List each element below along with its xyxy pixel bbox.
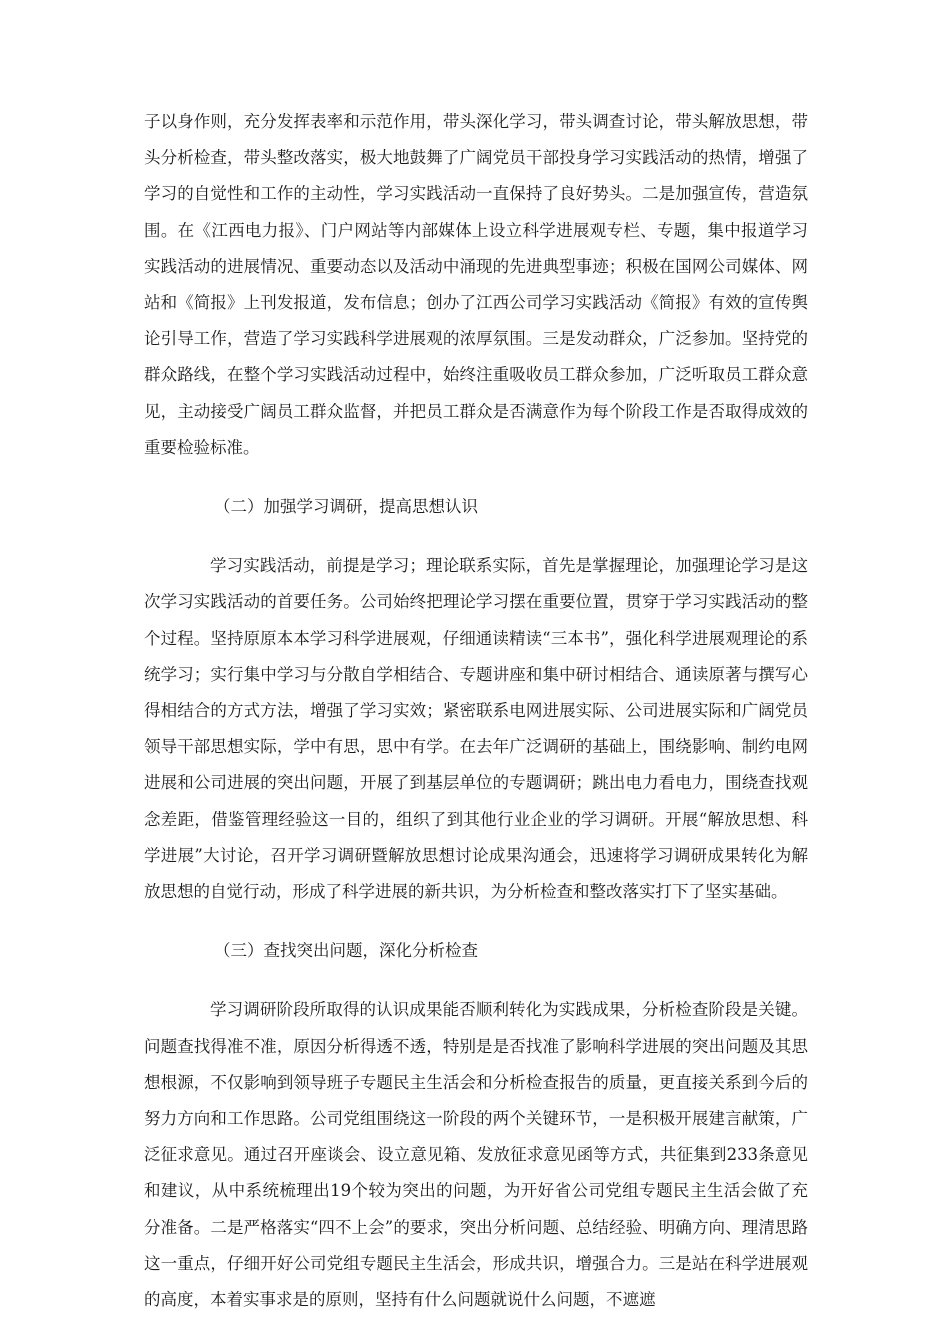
section-heading-2: （二）加强学习调研，提高思想认识 bbox=[214, 497, 478, 517]
paragraph-continuation: 子以身作则，充分发挥表率和示范作用，带头深化学习，带头调查讨论，带头解放思想，带头分析检查，带头整改落实，极大地鼓舞了广阔党员干部投身学习实践活动的热情，增强了学习的自觉性和工作的主动性，学习实践活动一直保持了良好势头。二是加强宣传，营造氛围。在《江西电力报》、门户网站等内部媒体上设立科学进展观专栏、专题，集中报道学习实践活动的进展情况、重要动态以及活动中涌现的先进典型事迹；积极在国网公司媒体、网站和《简报》上刊发报道，发布信息；创办了江西公司学习实践活动《简报》有效的宣传舆论引导工作，营造了学习实践科学进展观的浓厚氛围。三是发动群众，广泛参加。坚持党的群众路线，在整个学习实践活动过程中，始终注重吸收员工群众参加，广泛听取员工群众意见，主动接受广阔员工群众监督，并把员工群众是否满意作为每个阶段工作是否取得成效的重要检验标准。 bbox=[144, 112, 808, 457]
document-page bbox=[144, 104, 808, 1318]
section-heading-3: （三）查找突出问题，深化分析检查 bbox=[214, 941, 478, 961]
paragraph-problem-analysis: 学习调研阶段所取得的认识成果能否顺利转化为实践成果，分析检查阶段是关键。问题查找得准不准，原因分析得透不透，特别是是否找准了影响科学进展的突出问题及其思想根源，不仅影响到领导班子专题民主生活会和分析检查报告的质量，更直接关系到今后的努力方向和工作思路。公司党组围绕这一阶段的两个关键环节，一是积极开展建言献策，广泛征求意见。通过召开座谈会、设立意见箱、发放征求意见函等方式，共征集到233条意见和建议，从中系统梳理出19个较为突出的问题，为开好省公司党组专题民主生活会做了充分准备。二是严格落实“四不上会”的要求，突出分析问题、总结经验、明确方向、理清思路这一重点，仔细开好公司党组专题民主生活会，形成共识，增强合力。三是站在科学进展观的高度，本着实事求是的原则，坚持有什么问题就说什么问题，不遮遮 bbox=[144, 1000, 808, 1310]
paragraph-study-research: 学习实践活动，前提是学习；理论联系实际，首先是掌握理论，加强理论学习是这次学习实践活动的首要任务。公司始终把理论学习摆在重要位置，贯穿于学习实践活动的整个过程。坚持原原本本学习科学进展观，仔细通读精读“三本书”，强化科学进展观理论的系统学习；实行集中学习与分散自学相结合、专题讲座和集中研讨相结合、通读原著与撰写心得相结合的方式方法，增强了学习实效；紧密联系电网进展实际、公司进展实际和广阔党员领导干部思想实际，学中有思，思中有学。在去年广泛调研的基础上，围绕影响、制约电网进展和公司进展的突出问题，开展了到基层单位的专题调研；跳出电力看电力，围绕查找观念差距，借鉴管理经验这一目的，组织了到其他行业企业的学习调研。开展“解放思想、科学进展”大讨论，召开学习调研暨解放思想讨论成果沟通会，迅速将学习调研成果转化为解放思想的自觉行动，形成了科学进展的新共识，为分析检查和整改落实打下了坚实基础。 bbox=[144, 556, 808, 902]
